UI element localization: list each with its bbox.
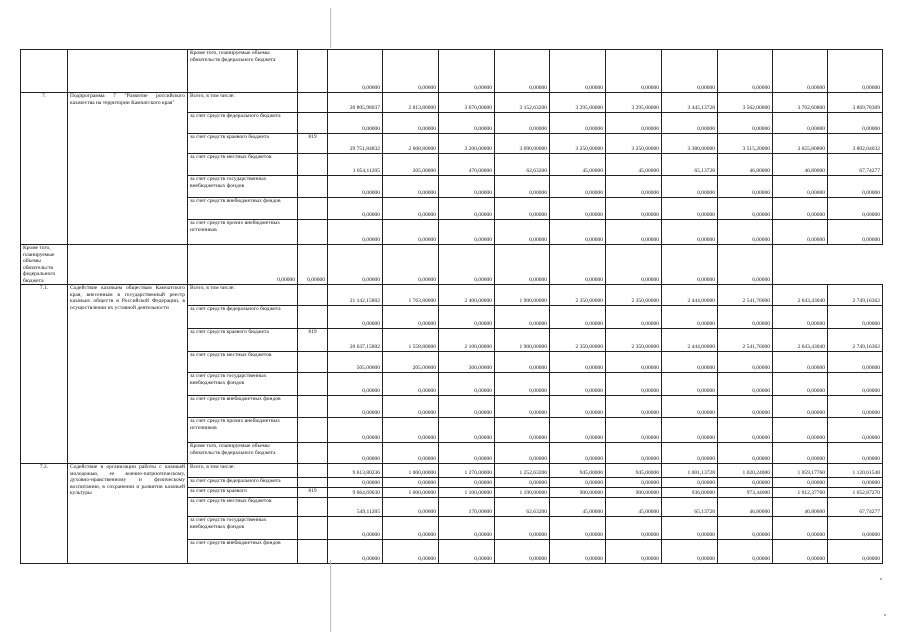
amount-cell: 2 749,16362: [828, 329, 883, 352]
amount-cell: 0,00000: [828, 352, 883, 373]
amount-cell: 0,00000: [550, 418, 606, 443]
amount-cell: 0,00000: [606, 176, 662, 198]
amount-cell: 0,00000: [718, 306, 773, 329]
amount-cell: 0,00000: [383, 478, 439, 488]
amount-cell: 0,00000: [383, 418, 439, 443]
amount-cell: 0,00000: [773, 418, 828, 443]
amount-cell: 0,00000: [773, 50, 828, 93]
amount-cell: 9 064,69030: [328, 488, 383, 498]
scan-dot: [884, 614, 886, 616]
amount-cell: 0,00000: [662, 540, 718, 564]
amount-cell: 1 052,87270: [828, 488, 883, 498]
amount-cell: 2 444,00000: [662, 329, 718, 352]
amount-cell: 0,00000: [439, 373, 495, 396]
amount-cell: 170,00000: [439, 498, 495, 517]
amount-cell: 0,00000: [828, 220, 883, 245]
amount-cell: 0,00000: [718, 443, 773, 464]
funding-source: Кроме того, планируемые объемы обязательств федерального бюджета: [188, 443, 298, 464]
amount-cell: 0,00000: [495, 540, 550, 564]
amount-cell: 45,00000: [606, 498, 662, 517]
amount-cell: 0,00000: [328, 245, 383, 285]
amount-cell: 0,00000: [550, 220, 606, 245]
amount-cell: 3 515,20000: [718, 134, 773, 154]
amount-cell: 65,13728: [662, 154, 718, 176]
amount-cell: 3 802,04032: [828, 134, 883, 154]
amount-cell: 0,00000: [328, 306, 383, 329]
amount-cell: 1 120,61548: [828, 464, 883, 478]
amount-cell: 0,00000: [718, 373, 773, 396]
row-number: 7.: [21, 93, 68, 245]
amount-cell: 0,00000: [495, 443, 550, 464]
budget-code: 819: [298, 329, 328, 352]
amount-cell: 0,00000: [495, 50, 550, 93]
amount-cell: 0,00000: [773, 352, 828, 373]
amount-cell: 0,00000: [550, 352, 606, 373]
amount-cell: 1 900,00000: [495, 329, 550, 352]
amount-cell: 945,00000: [550, 464, 606, 478]
amount-cell: 0,00000: [606, 517, 662, 540]
amount-cell: 0,00000: [773, 198, 828, 220]
amount-cell: 0,00000: [773, 373, 828, 396]
amount-cell: 0,00000: [773, 443, 828, 464]
amount-cell: 0,00000: [828, 540, 883, 564]
amount-cell: 0,00000: [662, 176, 718, 198]
amount-cell: 0,00000: [383, 540, 439, 564]
amount-cell: 0,00000: [383, 50, 439, 93]
amount-cell: 2 350,00000: [550, 329, 606, 352]
budget-code: [298, 176, 328, 198]
amount-cell: 1 252,63200: [495, 464, 550, 478]
amount-cell: 0,00000: [662, 245, 718, 285]
amount-cell: 2 643,43040: [773, 329, 828, 352]
amount-cell: 0,00000: [550, 540, 606, 564]
funding-source: за счет средств внебюджетных фондов: [188, 198, 298, 220]
amount-cell: 0,00000: [828, 373, 883, 396]
amount-cell: 1 020,24000: [718, 464, 773, 478]
amount-cell: 3 250,00000: [606, 134, 662, 154]
amount-cell: 62,63200: [495, 498, 550, 517]
amount-cell: 3 655,80800: [773, 134, 828, 154]
amount-cell: 0,00000: [718, 517, 773, 540]
amount-cell: 0,00000: [328, 418, 383, 443]
amount-cell: 0,00000: [383, 198, 439, 220]
amount-cell: 0,00000: [328, 198, 383, 220]
amount-cell: 0,00000: [495, 176, 550, 198]
amount-cell: 1 558,80000: [383, 329, 439, 352]
budget-code: [68, 245, 188, 285]
amount-cell: 0,00000: [550, 176, 606, 198]
amount-cell: 470,00000: [439, 154, 495, 176]
funding-source: Всего, в том числе:: [188, 93, 298, 113]
table-row: [21, 285, 883, 306]
amount-cell: 0,00000: [828, 396, 883, 418]
amount-cell: 0,00000: [828, 517, 883, 540]
budget-code: [298, 50, 328, 93]
amount-cell: 0,00000: [383, 498, 439, 517]
amount-cell: 505,00000: [328, 352, 383, 373]
amount-cell: 0,00000: [718, 540, 773, 564]
amount-cell: 45,00000: [606, 154, 662, 176]
amount-cell: 0,00000: [718, 113, 773, 134]
program-name: Содействие казачьим обществам Камчатского края, внесенным в государственный реестр казачьих обществ в Российской Федерации, в осуществлении их уставной деятельности: [68, 285, 188, 464]
funding-source: за счет средств федерального бюджета: [188, 113, 298, 134]
budget-table: [20, 49, 883, 564]
amount-cell: 0,00000: [718, 352, 773, 373]
table-row: [21, 245, 883, 285]
program-name: [68, 50, 188, 93]
amount-cell: 0,00000: [495, 396, 550, 418]
amount-cell: 0,00000: [718, 50, 773, 93]
amount-cell: 0,00000: [383, 443, 439, 464]
amount-cell: 1 000,00000: [383, 488, 439, 498]
amount-cell: 0,00000: [383, 396, 439, 418]
amount-cell: 1 059,17760: [773, 464, 828, 478]
amount-cell: 0,00000: [662, 352, 718, 373]
amount-cell: 0,00000: [828, 176, 883, 198]
amount-cell: 1 900,00000: [495, 285, 550, 306]
amount-cell: 205,00000: [383, 154, 439, 176]
funding-source: за счет средств прочих внебюджетных источников: [188, 418, 298, 443]
amount-cell: 2 350,00000: [550, 285, 606, 306]
budget-code: [298, 418, 328, 443]
amount-cell: 0,00000: [550, 245, 606, 285]
amount-cell: 0,00000: [550, 517, 606, 540]
amount-cell: 2 444,00000: [662, 285, 718, 306]
amount-cell: 0,00000: [550, 373, 606, 396]
funding-source: за счет средств внебюджетных фондов: [188, 540, 298, 564]
amount-cell: 1 100,00000: [439, 488, 495, 498]
scan-line: [330, 560, 331, 632]
amount-cell: 3 562,00000: [718, 93, 773, 113]
amount-cell: 0,00000: [662, 306, 718, 329]
amount-cell: 0,00000: [606, 418, 662, 443]
funding-source: Всего, в том числе:: [188, 464, 298, 478]
funding-source: Кроме того, планируемые объемы обязательств федерального бюджета: [21, 245, 68, 285]
amount-cell: 0,00000: [828, 50, 883, 93]
budget-code: [298, 306, 328, 329]
amount-cell: 3 090,00000: [495, 134, 550, 154]
amount-cell: 0,00000: [495, 352, 550, 373]
program-name: Содействие в организации работы с казачьей молодежью, ее военно-патриотическому, духовно-нравственному и физическому воспитанию, в сохранении и развитии казачьей культуры: [68, 464, 188, 564]
amount-cell: 46,80000: [773, 498, 828, 517]
amount-cell: 0,00000: [828, 443, 883, 464]
amount-cell: 0,00000: [495, 198, 550, 220]
amount-cell: 0,00000: [773, 396, 828, 418]
amount-cell: 2 100,00000: [439, 329, 495, 352]
amount-cell: 46,80000: [773, 154, 828, 176]
amount-cell: 0,00000: [550, 443, 606, 464]
amount-cell: 2 749,16362: [828, 285, 883, 306]
row-number: 7.1.: [21, 285, 68, 464]
amount-cell: 1 270,00000: [439, 464, 495, 478]
amount-cell: 0,00000: [718, 220, 773, 245]
amount-cell: 0,00000: [718, 418, 773, 443]
amount-cell: 1 001,13728: [662, 464, 718, 478]
funding-source: Всего, в том числе:: [188, 285, 298, 306]
amount-cell: 0,00000: [383, 245, 439, 285]
amount-cell: 300,00000: [439, 352, 495, 373]
amount-cell: 0,00000: [383, 113, 439, 134]
amount-cell: 0,00000: [606, 443, 662, 464]
amount-cell: 0,00000: [328, 220, 383, 245]
amount-cell: 0,00000: [718, 396, 773, 418]
amount-cell: 1 763,80000: [383, 285, 439, 306]
amount-cell: 205,00000: [383, 352, 439, 373]
budget-code: [298, 396, 328, 418]
budget-code: [298, 220, 328, 245]
table-row: [21, 50, 883, 93]
amount-cell: 0,00000: [718, 176, 773, 198]
amount-cell: 2 400,00000: [439, 285, 495, 306]
amount-cell: 0,00000: [773, 517, 828, 540]
amount-cell: 2 541,76000: [718, 285, 773, 306]
amount-cell: 0,00000: [550, 50, 606, 93]
budget-code: 819: [298, 488, 328, 498]
amount-cell: 20 637,15802: [328, 329, 383, 352]
funding-source: за счет средств местных бюджетов: [188, 154, 298, 176]
amount-cell: 3 702,60800: [773, 93, 828, 113]
amount-cell: 46,80000: [718, 498, 773, 517]
budget-sheet: [20, 49, 883, 564]
amount-cell: 0,00000: [662, 443, 718, 464]
amount-cell: 1 054,11205: [328, 154, 383, 176]
amount-cell: 0,00000: [383, 517, 439, 540]
amount-cell: 0,00000: [662, 198, 718, 220]
budget-code: [298, 517, 328, 540]
amount-cell: 2 541,76000: [718, 329, 773, 352]
table-row: [21, 93, 883, 113]
amount-cell: 0,00000: [662, 517, 718, 540]
budget-code: [298, 498, 328, 517]
amount-cell: 3 670,00000: [439, 93, 495, 113]
amount-cell: 0,00000: [439, 176, 495, 198]
amount-cell: 3 380,00000: [662, 134, 718, 154]
row-number: [21, 50, 68, 93]
funding-source: за счет средств государственных внебюджетных фондов: [188, 373, 298, 396]
amount-cell: 67,74277: [828, 154, 883, 176]
amount-cell: 0,00000: [328, 373, 383, 396]
amount-cell: 0,00000: [495, 220, 550, 245]
amount-cell: 0,00000: [718, 198, 773, 220]
amount-cell: 45,00000: [550, 498, 606, 517]
amount-cell: 0,00000: [662, 50, 718, 93]
funding-source: за счет средств внебюджетных фондов: [188, 396, 298, 418]
amount-cell: 0,00000: [773, 220, 828, 245]
amount-cell: 67,74277: [828, 498, 883, 517]
funding-source: за счет средств краевого бюджета: [188, 134, 298, 154]
funding-source: за счет средств федерального бюджета: [188, 306, 298, 329]
budget-code: [298, 540, 328, 564]
amount-cell: 0,00000: [773, 540, 828, 564]
amount-cell: 0,00000: [606, 113, 662, 134]
amount-cell: 0,00000: [188, 245, 298, 285]
amount-cell: 0,00000: [439, 198, 495, 220]
amount-cell: 46,80000: [718, 154, 773, 176]
amount-cell: 0,00000: [828, 478, 883, 488]
amount-cell: 29 751,84832: [328, 134, 383, 154]
amount-cell: 0,00000: [828, 113, 883, 134]
amount-cell: 0,00000: [606, 373, 662, 396]
amount-cell: 973,44000: [718, 488, 773, 498]
amount-cell: 0,00000: [550, 396, 606, 418]
amount-cell: 0,00000: [606, 540, 662, 564]
amount-cell: 3 295,00000: [550, 93, 606, 113]
funding-source: за счет средств государственных внебюджетных фондов: [188, 176, 298, 198]
budget-code: [298, 373, 328, 396]
amount-cell: 0,00000: [439, 113, 495, 134]
amount-cell: 0,00000: [662, 418, 718, 443]
amount-cell: 0,00000: [298, 245, 328, 285]
funding-source: Кроме того, планируемые объемы обязательств федерального бюджета: [188, 50, 298, 93]
amount-cell: 3 869,78309: [828, 93, 883, 113]
row-number: 7.2.: [21, 464, 68, 564]
amount-cell: 62,63200: [495, 154, 550, 176]
amount-cell: 0,00000: [495, 418, 550, 443]
funding-source: за счет средств федерального бюджета: [188, 478, 298, 488]
amount-cell: 0,00000: [773, 306, 828, 329]
amount-cell: 0,00000: [328, 517, 383, 540]
budget-code: [298, 478, 328, 488]
amount-cell: 0,00000: [383, 176, 439, 198]
funding-source: за счет средств государственных внебюджетных фондов: [188, 517, 298, 540]
amount-cell: 0,00000: [495, 478, 550, 488]
amount-cell: 2 350,00000: [606, 285, 662, 306]
amount-cell: 0,00000: [328, 540, 383, 564]
amount-cell: 1 012,37760: [773, 488, 828, 498]
amount-cell: 0,00000: [606, 478, 662, 488]
funding-source: за счет средств местных бюджетов: [188, 352, 298, 373]
amount-cell: 0,00000: [550, 306, 606, 329]
amount-cell: 3 295,00000: [606, 93, 662, 113]
amount-cell: 0,00000: [495, 113, 550, 134]
amount-cell: 0,00000: [606, 306, 662, 329]
amount-cell: 945,00000: [606, 464, 662, 478]
amount-cell: 1 190,00000: [495, 488, 550, 498]
amount-cell: 549,11205: [328, 498, 383, 517]
amount-cell: 2 608,80000: [383, 134, 439, 154]
amount-cell: 936,00000: [662, 488, 718, 498]
funding-source: за счет средств краевого: [188, 488, 298, 498]
amount-cell: 0,00000: [773, 478, 828, 488]
amount-cell: 0,00000: [383, 220, 439, 245]
amount-cell: 0,00000: [328, 50, 383, 93]
amount-cell: 0,00000: [328, 113, 383, 134]
budget-code: [298, 113, 328, 134]
amount-cell: 0,00000: [439, 478, 495, 488]
amount-cell: 0,00000: [773, 176, 828, 198]
amount-cell: 0,00000: [439, 396, 495, 418]
amount-cell: 65,13728: [662, 498, 718, 517]
budget-code: [298, 154, 328, 176]
budget-code: [298, 443, 328, 464]
amount-cell: 0,00000: [328, 443, 383, 464]
amount-cell: 0,00000: [439, 306, 495, 329]
funding-source: за счет средств прочих внебюджетных источников: [188, 220, 298, 245]
amount-cell: 2 813,80000: [383, 93, 439, 113]
amount-cell: 20 805,98037: [328, 93, 383, 113]
amount-cell: 1 000,00000: [383, 464, 439, 478]
program-name: Подпрограмма 7 "Развитие российского казачества на территории Камчатского края": [68, 93, 188, 245]
amount-cell: 0,00000: [550, 198, 606, 220]
amount-cell: 0,00000: [439, 517, 495, 540]
amount-cell: 0,00000: [828, 198, 883, 220]
amount-cell: 0,00000: [662, 220, 718, 245]
amount-cell: 0,00000: [495, 245, 550, 285]
amount-cell: 0,00000: [773, 113, 828, 134]
amount-cell: 21 142,15802: [328, 285, 383, 306]
amount-cell: 0,00000: [439, 443, 495, 464]
amount-cell: 0,00000: [662, 396, 718, 418]
amount-cell: 0,00000: [662, 373, 718, 396]
amount-cell: 0,00000: [550, 478, 606, 488]
amount-cell: 0,00000: [328, 176, 383, 198]
scan-dot: [880, 578, 882, 580]
budget-code: [298, 352, 328, 373]
amount-cell: 0,00000: [439, 540, 495, 564]
table-row: [21, 464, 883, 478]
amount-cell: 0,00000: [550, 113, 606, 134]
amount-cell: 900,00000: [550, 488, 606, 498]
budget-code: [298, 93, 328, 113]
amount-cell: 0,00000: [495, 517, 550, 540]
amount-cell: 0,00000: [828, 418, 883, 443]
scan-line: [330, 8, 331, 48]
amount-cell: 2 350,00000: [606, 329, 662, 352]
amount-cell: 0,00000: [439, 50, 495, 93]
amount-cell: 0,00000: [718, 245, 773, 285]
amount-cell: 0,00000: [828, 306, 883, 329]
amount-cell: 9 613,80236: [328, 464, 383, 478]
amount-cell: 0,00000: [606, 396, 662, 418]
amount-cell: 2 643,43040: [773, 285, 828, 306]
amount-cell: 0,00000: [383, 306, 439, 329]
amount-cell: 0,00000: [495, 306, 550, 329]
amount-cell: 0,00000: [606, 50, 662, 93]
funding-source: за счет средств краевого бюджета: [188, 329, 298, 352]
budget-code: [298, 285, 328, 306]
amount-cell: 3 445,13728: [662, 93, 718, 113]
amount-cell: 0,00000: [328, 478, 383, 488]
amount-cell: 3 200,00000: [439, 134, 495, 154]
amount-cell: 0,00000: [328, 396, 383, 418]
amount-cell: 900,00000: [606, 488, 662, 498]
amount-cell: 0,00000: [606, 198, 662, 220]
funding-source: за счет средств местных бюджетов: [188, 498, 298, 517]
budget-code: [298, 464, 328, 478]
amount-cell: 0,00000: [606, 352, 662, 373]
amount-cell: 0,00000: [439, 220, 495, 245]
amount-cell: 0,00000: [718, 478, 773, 488]
amount-cell: 45,00000: [550, 154, 606, 176]
budget-table-body: [21, 50, 883, 564]
amount-cell: 3 152,63200: [495, 93, 550, 113]
budget-code: [298, 198, 328, 220]
amount-cell: 0,00000: [662, 478, 718, 488]
amount-cell: 0,00000: [606, 245, 662, 285]
amount-cell: 0,00000: [383, 373, 439, 396]
amount-cell: 0,00000: [439, 245, 495, 285]
amount-cell: 3 250,00000: [550, 134, 606, 154]
amount-cell: 0,00000: [606, 220, 662, 245]
amount-cell: 0,00000: [439, 418, 495, 443]
amount-cell: 0,00000: [495, 373, 550, 396]
amount-cell: 0,00000: [662, 113, 718, 134]
budget-code: 819: [298, 134, 328, 154]
